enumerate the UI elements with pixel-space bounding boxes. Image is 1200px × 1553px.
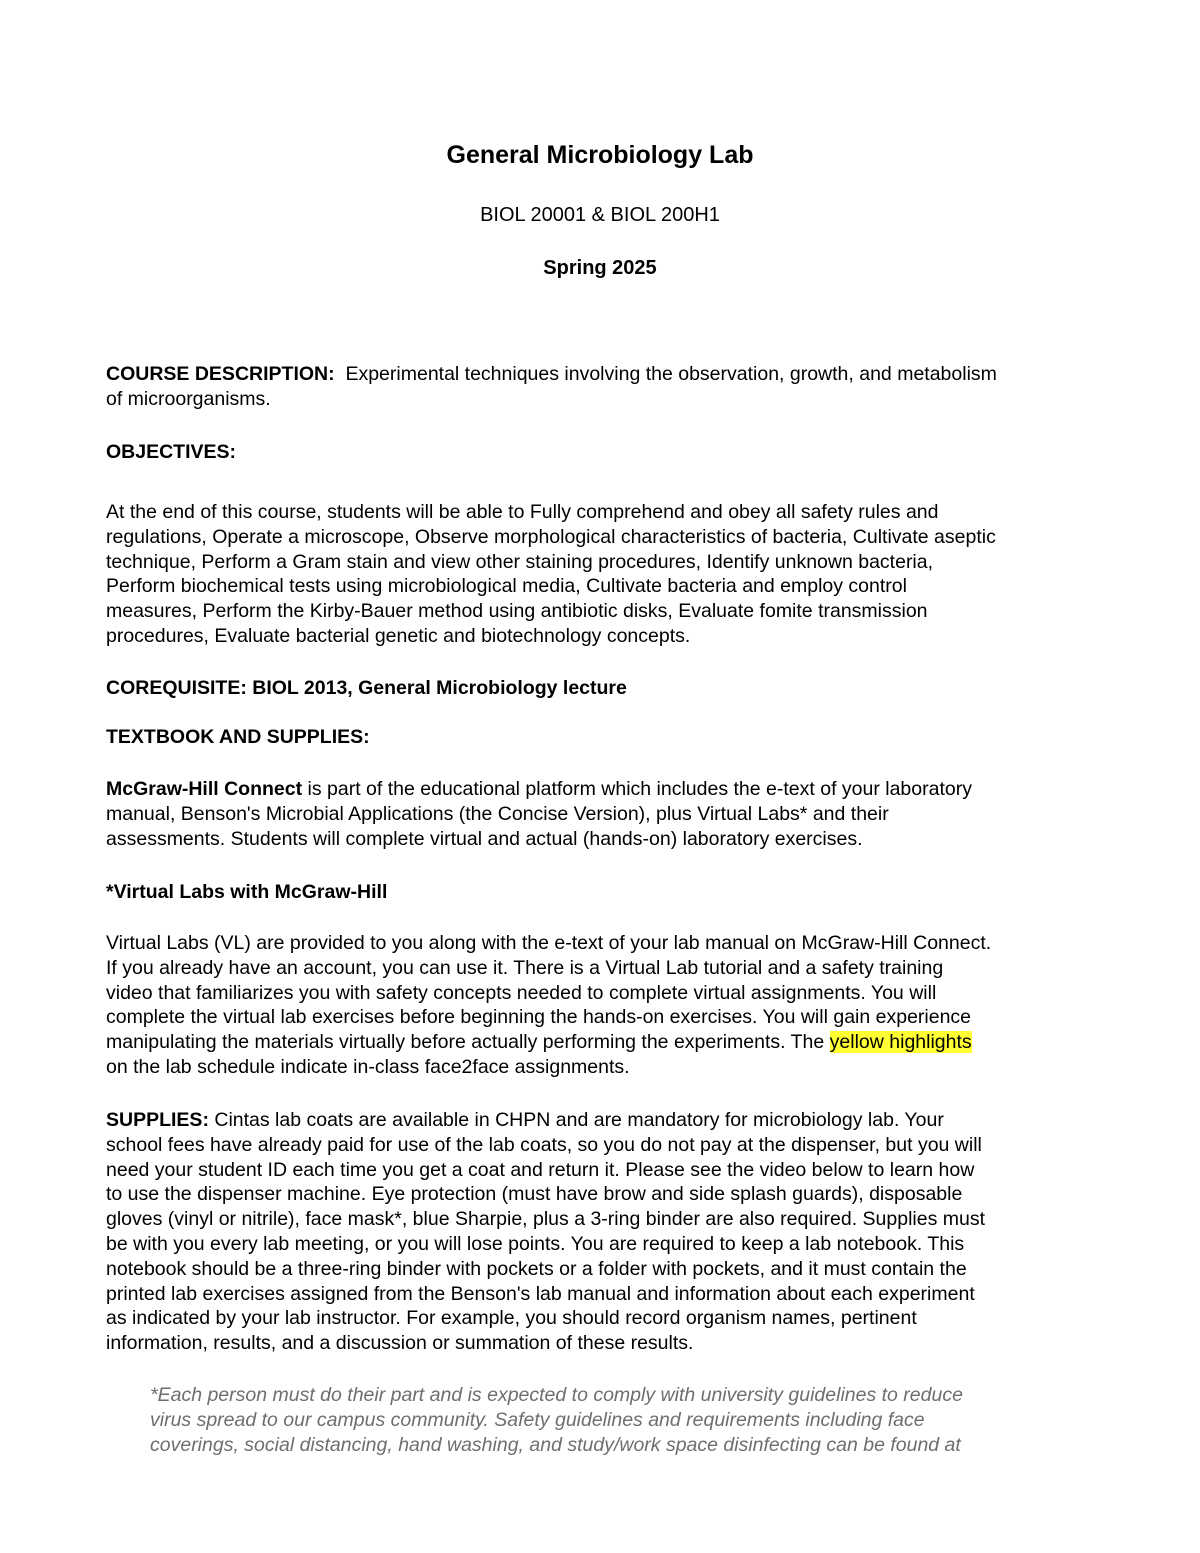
supplies-line: to use the dispenser machine. Eye protection (must have brow and side splash guards), disposable — [106, 1183, 963, 1206]
textbook-line-3: assessments. Students will complete virtual and actual (hands-on) laboratory exercises. — [106, 827, 863, 850]
virtual-labs-line-5 — [106, 1030, 1106, 1055]
document-title: General Microbiology Lab — [446, 141, 754, 169]
objectives-heading-block — [106, 440, 1106, 465]
mcgraw-hill-connect-label: McGraw-Hill Connect — [106, 778, 303, 800]
objectives-line: technique, Perform a Gram stain and view other staining procedures, Identify unknown bacteria, — [106, 550, 934, 573]
corequisite-block — [106, 676, 1106, 701]
virtual-labs-line: Virtual Labs (VL) are provided to you along with the e-text of your lab manual on McGraw-Hill Connect. — [106, 932, 992, 954]
supplies-line: school fees have already paid for use of the lab coats, so you do not pay at the dispenser, but you will — [106, 1133, 982, 1156]
textbook-line-1-rest: is part of the educational platform which includes the e-text of your laboratory — [302, 778, 972, 800]
supplies-line: need your student ID each time you get a coat and return it. Please see the video below to learn how — [106, 1158, 975, 1181]
objectives-line: procedures, Evaluate bacterial genetic and biotechnology concepts. — [106, 624, 691, 647]
course-codes: BIOL 20001 & BIOL 200H1 — [480, 204, 720, 226]
virtual-labs-line-5-text: manipulating the materials virtually before actually performing the experiments. The — [106, 1031, 830, 1054]
objectives-line: measures, Perform the Kirby-Bauer method using antibiotic disks, Evaluate fomite transmission — [106, 600, 928, 623]
course-description-section — [106, 362, 1106, 412]
textbook-heading-block — [106, 725, 1106, 750]
virtual-labs-line-6: on the lab schedule indicate in-class face2face assignments. — [106, 1055, 630, 1078]
course-description-line-1 — [106, 362, 1106, 387]
virtual-labs-line: complete the virtual lab exercises before beginning the hands-on exercises. You will gain experience — [106, 1006, 972, 1029]
supplies-label: SUPPLIES: — [106, 1109, 209, 1131]
supplies-line: be with you every lab meeting, or you will lose points. You are required to keep a lab notebook. This — [106, 1232, 965, 1255]
safety-note-line: *Each person must do their part and is expected to comply with university guidelines to reduce — [150, 1384, 963, 1406]
virtual-labs-line: video that familiarizes you with safety concepts needed to complete virtual assignments. You will — [106, 981, 937, 1004]
supplies-line-1-rest: Cintas lab coats are available in CHPN and are mandatory for microbiology lab. Your — [208, 1109, 944, 1131]
virtual-labs-heading-block — [106, 880, 1106, 905]
course-description-text: Experimental techniques involving the observation, growth, and metabolism — [345, 363, 997, 385]
virtual-labs-line: If you already have an account, you can use it. There is a Virtual Lab tutorial and a safety training — [106, 956, 944, 979]
course-description-label: COURSE DESCRIPTION: — [106, 363, 335, 385]
safety-note-line: coverings, social distancing, hand washing, and study/work space disinfecting can be found at — [150, 1433, 961, 1456]
objectives-line: regulations, Operate a microscope, Observe morphological characteristics of bacteria, Cultivate aseptic — [106, 525, 996, 548]
objectives-line: At the end of this course, students will be able to Fully comprehend and obey all safety rules and — [106, 501, 939, 523]
course-description-line-2: of microorganisms. — [106, 387, 271, 410]
objectives-heading: OBJECTIVES: — [106, 441, 237, 463]
supplies-line-1 — [106, 1108, 1106, 1133]
virtual-labs-heading: *Virtual Labs with McGraw-Hill — [106, 881, 388, 903]
supplies-paragraph — [106, 1108, 1106, 1356]
safety-note-line: virus spread to our campus community. Safety guidelines and requirements including face — [150, 1408, 925, 1431]
textbook-line-1 — [106, 777, 1106, 802]
supplies-line: as indicated by your lab instructor. For example, you should record organism names, pertinent — [106, 1307, 917, 1330]
textbook-line-2: manual, Benson's Microbial Applications (the Concise Version), plus Virtual Labs* and their — [106, 802, 889, 825]
virtual-labs-paragraph — [106, 931, 1106, 1080]
term: Spring 2025 — [543, 257, 657, 279]
corequisite: COREQUISITE: BIOL 2013, General Microbiology lecture — [106, 677, 627, 699]
textbook-paragraph — [106, 777, 1106, 851]
supplies-line: information, results, and a discussion or summation of these results. — [106, 1332, 694, 1355]
safety-note — [150, 1383, 1100, 1457]
yellow-highlights-text: yellow highlights — [829, 1031, 972, 1054]
objectives-text — [106, 500, 1106, 649]
textbook-heading: TEXTBOOK AND SUPPLIES: — [106, 726, 370, 748]
supplies-line: gloves (vinyl or nitrile), face mask*, blue Sharpie, plus a 3-ring binder are also required. Supplies must — [106, 1208, 986, 1231]
objectives-line: Perform biochemical tests using microbiological media, Cultivate bacteria and employ control — [106, 575, 907, 598]
supplies-line: printed lab exercises assigned from the Benson's lab manual and information about each experiment — [106, 1282, 975, 1305]
supplies-line: notebook should be a three-ring binder with pockets or a folder with pockets, and it must contain the — [106, 1257, 967, 1280]
